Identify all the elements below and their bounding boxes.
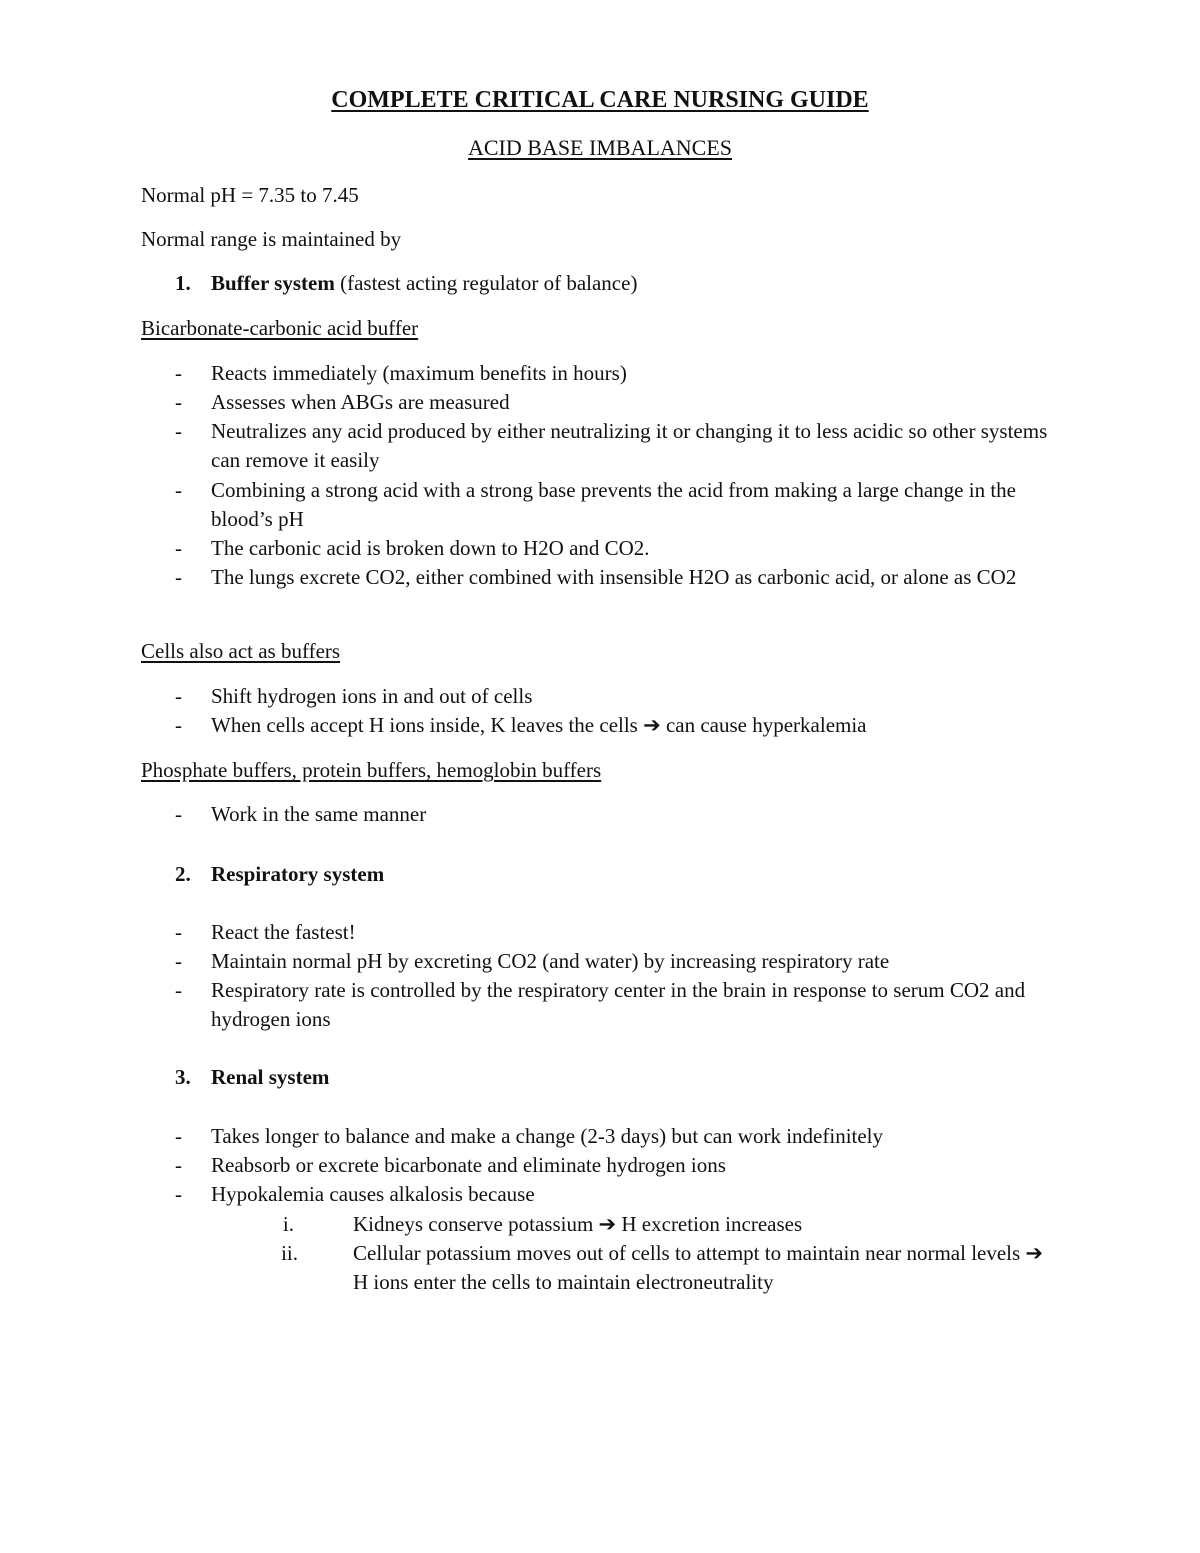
- list-item: Takes longer to balance and make a change (2-3 days) but can work indefinitely: [211, 1124, 884, 1148]
- bullet-dash: -: [175, 684, 182, 708]
- section-1-note: (fastest acting regulator of balance): [334, 271, 638, 295]
- list-item: Combining a strong acid with a strong base prevents the acid from making a large change in the blood’s pH: [211, 478, 1016, 531]
- bullet-dash: -: [175, 920, 182, 944]
- list-item: Reacts immediately (maximum benefits in hours): [211, 361, 627, 385]
- bullet-dash: -: [175, 1182, 182, 1206]
- bullet-dash: -: [175, 949, 182, 973]
- bullet-dash: -: [175, 478, 182, 502]
- list-item: Respiratory rate is controlled by the respiratory center in the brain in response to serum CO2 and hydrogen ions: [211, 978, 1026, 1031]
- roman-marker: i.: [282, 1212, 294, 1236]
- document-title: COMPLETE CRITICAL CARE NURSING GUIDE: [331, 87, 869, 113]
- section-3-number: 3.: [175, 1065, 191, 1089]
- normal-ph-text: Normal pH = 7.35 to 7.45: [141, 183, 359, 207]
- cells-heading: Cells also act as buffers: [141, 639, 341, 663]
- section-2-heading: Respiratory system: [211, 862, 385, 886]
- bullet-dash: -: [175, 802, 182, 826]
- list-item: When cells accept H ions inside, K leaves the cells ➔ can cause hyperkalemia: [211, 713, 867, 737]
- other-buffers-heading: Phosphate buffers, protein buffers, hemoglobin buffers: [141, 758, 602, 782]
- document-subtitle: ACID BASE IMBALANCES: [467, 135, 733, 160]
- bullet-dash: -: [175, 565, 182, 589]
- section-1-number: 1.: [175, 271, 191, 295]
- section-2-number: 2.: [175, 862, 191, 886]
- sub-list-item: Kidneys conserve potassium ➔ H excretion increases: [353, 1212, 803, 1236]
- list-item: Hypokalemia causes alkalosis because: [211, 1182, 535, 1206]
- list-item: Assesses when ABGs are measured: [211, 390, 510, 414]
- bullet-dash: -: [175, 361, 182, 385]
- normal-range-text: Normal range is maintained by: [141, 227, 402, 251]
- list-item: React the fastest!: [211, 920, 356, 944]
- bicarbonate-heading: Bicarbonate-carbonic acid buffer: [141, 316, 419, 340]
- list-item: Maintain normal pH by excreting CO2 (and water) by increasing respiratory rate: [211, 949, 890, 973]
- section-1-heading: Buffer system: [211, 271, 335, 295]
- bullet-dash: -: [175, 1153, 182, 1177]
- list-item: Work in the same manner: [211, 802, 427, 826]
- list-item: Neutralizes any acid produced by either neutralizing it or changing it to less acidic so other systems can remove it easily: [211, 419, 1048, 472]
- list-item: The carbonic acid is broken down to H2O and CO2.: [211, 536, 650, 560]
- bullet-dash: -: [175, 978, 182, 1002]
- bullet-dash: -: [175, 713, 182, 737]
- bullet-dash: -: [175, 1124, 182, 1148]
- bullet-dash: -: [175, 536, 182, 560]
- section-1-heading-line: [211, 269, 637, 298]
- list-item: The lungs excrete CO2, either combined with insensible H2O as carbonic acid, or alone as CO2: [211, 565, 1017, 589]
- sub-list-item: Cellular potassium moves out of cells to attempt to maintain near normal levels ➔ H ions enter the cells to maintain electroneutrality: [353, 1241, 1044, 1294]
- roman-marker: ii.: [281, 1241, 298, 1265]
- bullet-dash: -: [175, 390, 182, 414]
- list-item: Shift hydrogen ions in and out of cells: [211, 684, 533, 708]
- section-3-heading: Renal system: [211, 1065, 330, 1089]
- bullet-dash: -: [175, 419, 182, 443]
- list-item: Reabsorb or excrete bicarbonate and eliminate hydrogen ions: [211, 1153, 726, 1177]
